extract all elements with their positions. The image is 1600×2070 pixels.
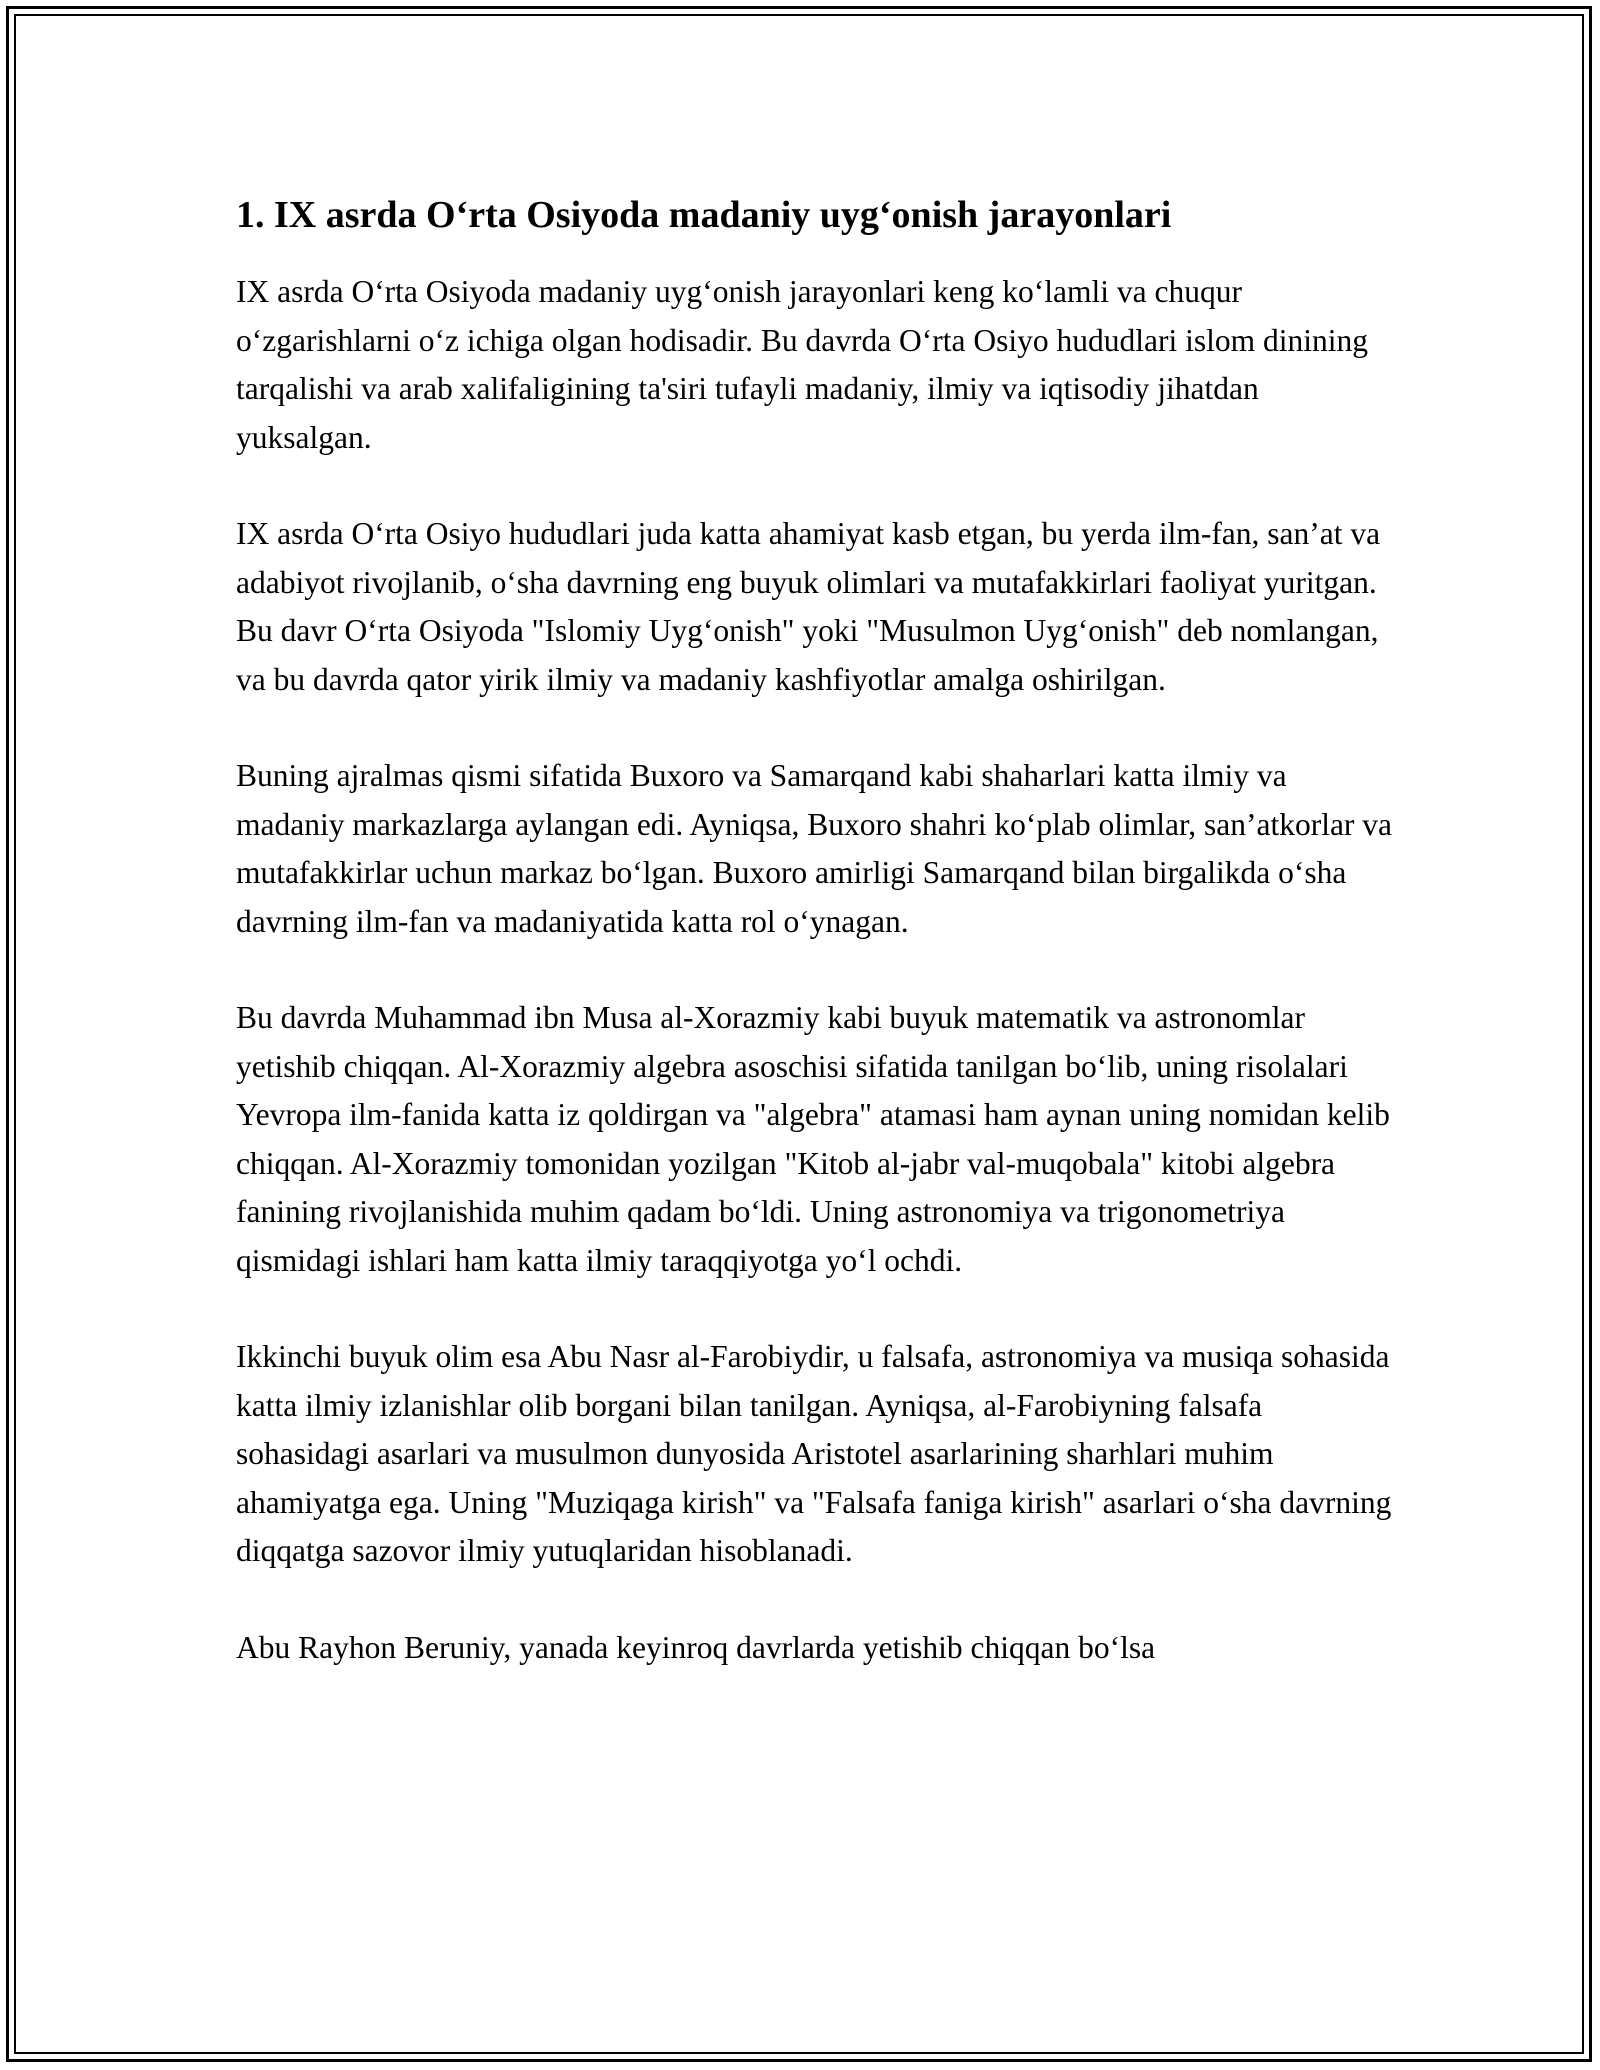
paragraph-intro: IX asrda O‘rta Osiyoda madaniy uyg‘onish jarayonlari keng ko‘lamli va chuqur o‘zgarishlarni o‘z ichiga olgan hodisadir. Bu davrda O‘rta Osiyo hududlari islom dinining tarqalishi va arab xalifaligining ta'siri tufayli madaniy, ilmiy va iqtisodiy jihatdan yuksalgan. (236, 274, 1369, 455)
paragraph-bukhara-samarkand: Buning ajralmas qismi sifatida Buxoro va Samarqand kabi shaharlari katta ilmiy va madaniy markazlarga aylangan edi. Ayniqsa, Buxoro shahri ko‘plab olimlar, san’atkorlar va mutafakkirlar uchun markaz bo‘lgan. Buxoro amirligi Samarqand bilan birgalikda o‘sha davrning ilm-fan va madaniyatida katta rol o‘ynagan. (236, 758, 1393, 939)
paragraph-al-farabi: Ikkinchi buyuk olim esa Abu Nasr al-Farobiydir, u falsafa, astronomiya va musiqa sohasida katta ilmiy izlanishlar olib borgani bilan tanilgan. Ayniqsa, al-Farobiyning falsafa sohasidagi asarlari va musulmon dunyosida Aristotel asarlarining sharhlari muhim ahamiyatga ega. Uning "Muziqaga kirish" va "Falsafa faniga kirish" asarlari o‘sha davrning diqqatga sazovor ilmiy yutuqlaridan hisoblanadi. (236, 1339, 1392, 1568)
document-body (236, 186, 1396, 1672)
section-title: 1. IX asrda O‘rta Osiyoda madaniy uyg‘onish jarayonlari (236, 194, 1172, 236)
paragraph-al-khwarizmi: Bu davrda Muhammad ibn Musa al-Xorazmiy kabi buyuk matematik va astronomlar yetishib chiqqan. Al-Xorazmiy algebra asoschisi sifatida tanilgan bo‘lib, uning risolalari Yevropa ilm-fanida katta iz qoldirgan va "algebra" atamasi ham aynan uning nomidan kelib chiqqan. Al-Xorazmiy tomonidan yozilgan "Kitob al-jabr val-muqobala" kitobi algebra fanining rivojlanishida muhim qadam bo‘ldi. Uning astronomiya va trigonometriya qismidagi ishlari ham katta ilmiy taraqqiyotga yo‘l ochdi. (236, 1000, 1390, 1278)
paragraph-islamic-renaissance: IX asrda O‘rta Osiyo hududlari juda katta ahamiyat kasb etgan, bu yerda ilm-fan, san’at va adabiyot rivojlanib, o‘sha davrning eng buyuk olimlari va mutafakkirlari faoliyat yuritgan. Bu davr O‘rta Osiyoda "Islomiy Uyg‘onish" yoki "Musulmon Uyg‘onish" deb nomlangan, va bu davrda qator yirik ilmiy va madaniy kashfiyotlar amalga oshirilgan. (236, 516, 1381, 697)
paragraph-beruni: Abu Rayhon Beruniy, yanada keyinroq davrlarda yetishib chiqqan bo‘lsa (236, 1629, 1156, 1665)
